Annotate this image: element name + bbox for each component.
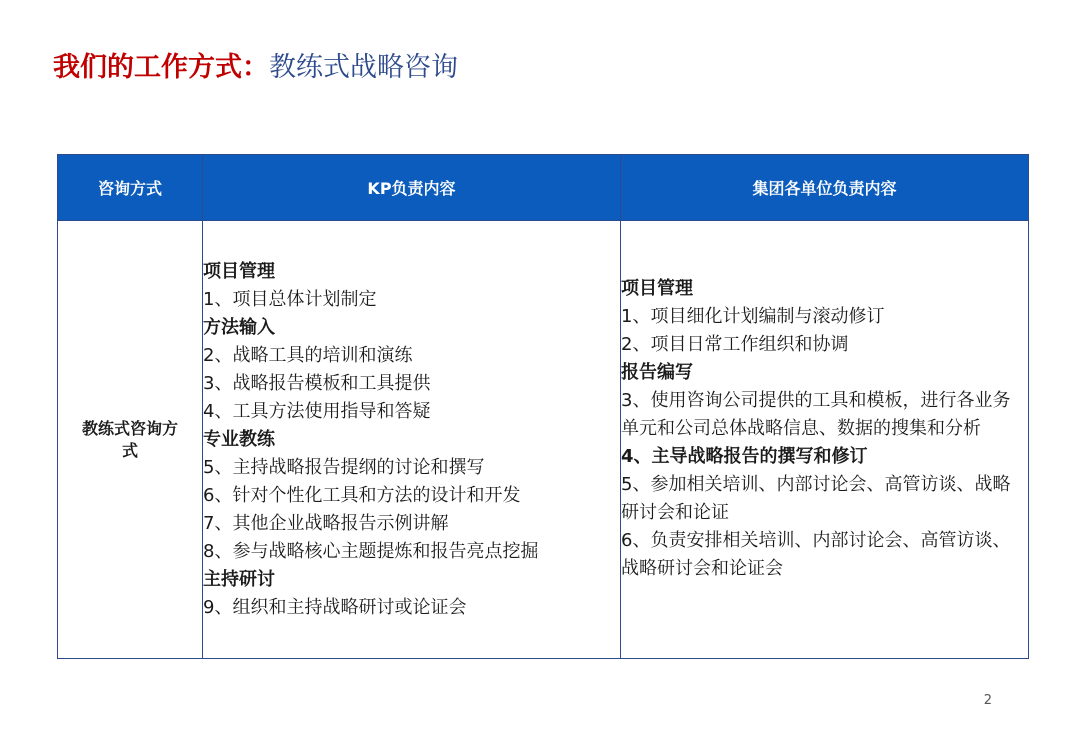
header-method: 咨询方式 (58, 155, 203, 221)
title-red-part: 我们的工作方式： (53, 52, 269, 83)
group-item: 3、使用咨询公司提供的工具和模板，进行各业务单元和公司总体战略信息、数据的搜集和分析 (621, 389, 1011, 439)
responsibility-table (57, 154, 1029, 659)
kp-item: 5、主持战略报告提纲的讨论和撰写 (203, 456, 485, 478)
kp-heading: 项目管理 (203, 260, 275, 282)
kp-heading: 方法输入 (203, 316, 275, 338)
group-item: 1、项目细化计划编制与滚动修订 (621, 305, 885, 327)
group-heading: 项目管理 (621, 277, 693, 299)
method-label: 教练式咨询方式 (81, 418, 178, 460)
header-kp: KP负责内容 (203, 155, 621, 221)
kp-item: 2、战略工具的培训和演练 (203, 344, 413, 366)
method-cell (58, 221, 203, 659)
kp-item: 8、参与战略核心主题提炼和报告亮点挖掘 (203, 540, 539, 562)
kp-item: 7、其他企业战略报告示例讲解 (203, 512, 449, 534)
group-heading-highlight: 4、主导战略报告的撰写和修订 (621, 445, 868, 467)
title-blue-part: 教练式战略咨询 (269, 52, 458, 83)
kp-item: 4、工具方法使用指导和答疑 (203, 400, 431, 422)
kp-heading: 专业教练 (203, 428, 275, 450)
group-item: 6、负责安排相关培训、内部讨论会、高管访谈、战略研讨会和论证会 (621, 529, 1011, 579)
kp-item: 6、针对个性化工具和方法的设计和开发 (203, 484, 521, 506)
kp-item: 9、组织和主持战略研讨或论证会 (203, 596, 467, 618)
kp-content (203, 258, 620, 622)
page-title (53, 48, 458, 88)
kp-item: 1、项目总体计划制定 (203, 288, 377, 310)
kp-cell (203, 221, 621, 659)
group-item: 5、参加相关培训、内部讨论会、高管访谈、战略研讨会和论证 (621, 473, 1011, 523)
table-row (58, 221, 1029, 659)
group-cell (621, 221, 1029, 659)
header-group: 集团各单位负责内容 (621, 155, 1029, 221)
group-heading: 报告编写 (621, 361, 693, 383)
kp-heading: 主持研讨 (203, 568, 275, 590)
group-content (621, 275, 1028, 583)
page-number: 2 (983, 693, 992, 708)
group-item: 2、项目日常工作组织和协调 (621, 333, 849, 355)
kp-item: 3、战略报告模板和工具提供 (203, 372, 431, 394)
table-header-row (58, 155, 1029, 221)
